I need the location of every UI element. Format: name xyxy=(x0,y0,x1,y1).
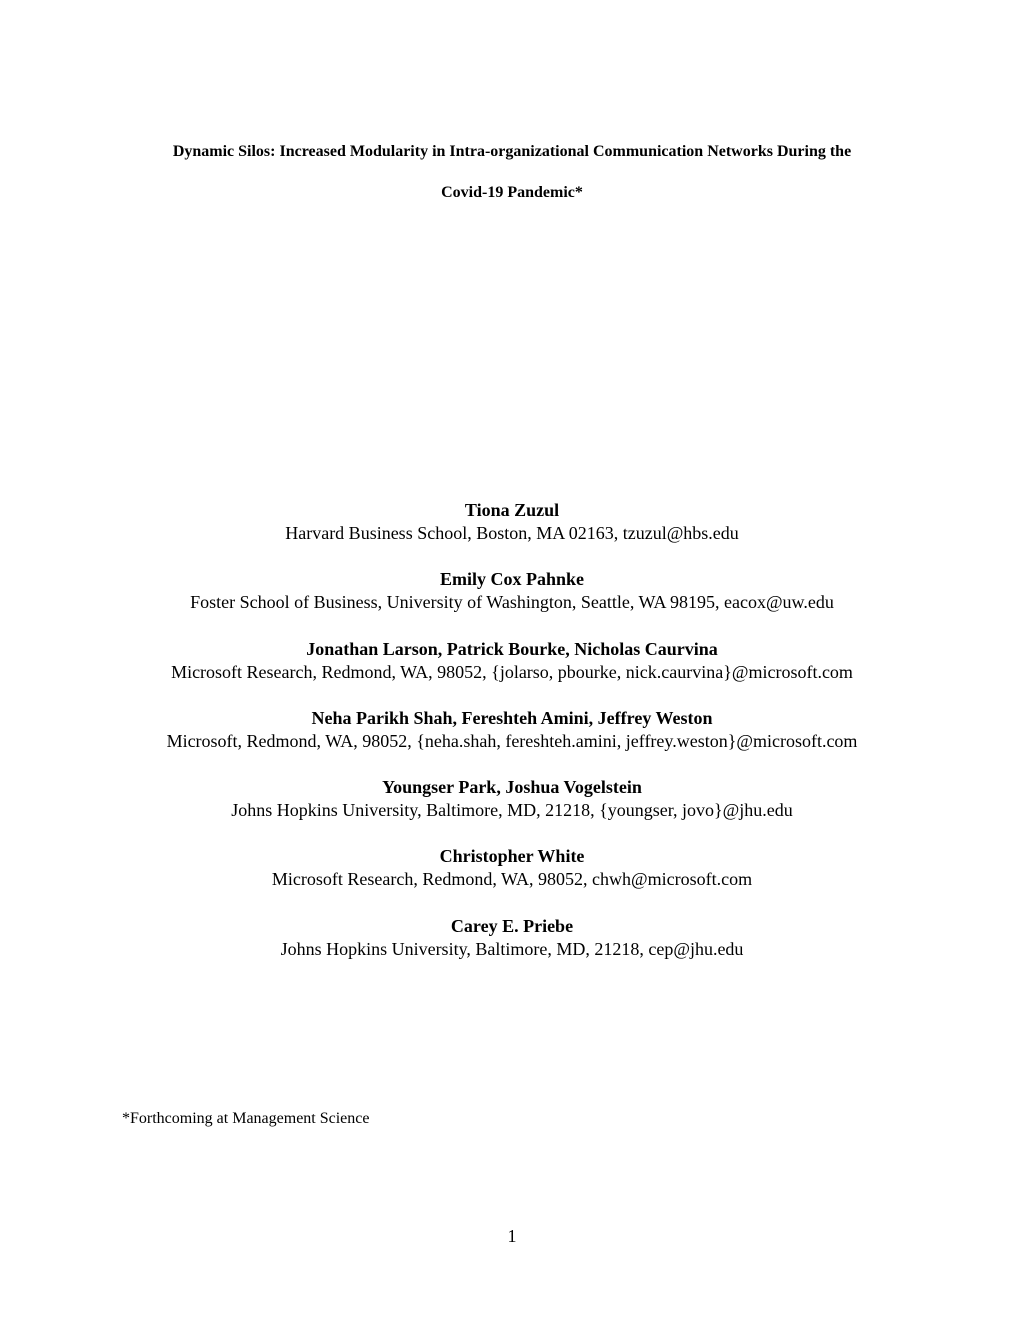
author-affiliation: Johns Hopkins University, Baltimore, MD, 21218, cep@jhu.edu xyxy=(280,938,744,959)
paper-title-line-2: Covid-19 Pandemic* xyxy=(441,184,583,201)
author-names: Jonathan Larson, Patrick Bourke, Nicholas Caurvina xyxy=(306,638,718,659)
author-names: Youngser Park, Joshua Vogelstein xyxy=(382,777,642,798)
author-block xyxy=(0,707,1024,776)
author-names: Emily Cox Pahnke xyxy=(439,569,585,590)
author-block xyxy=(0,915,1024,984)
author-affiliation: Microsoft Research, Redmond, WA, 98052, {jolarso, pbourke, nick.caurvina}@microsoft.com xyxy=(171,661,853,682)
author-names: Christopher White xyxy=(439,846,585,867)
author-names: Neha Parikh Shah, Fereshteh Amini, Jeffrey Weston xyxy=(311,707,713,728)
author-affiliation: Foster School of Business, University of Washington, Seattle, WA 98195, eacox@uw.edu xyxy=(190,592,834,613)
author-block xyxy=(0,568,1024,637)
paper-title-line-1: Dynamic Silos: Increased Modularity in Intra-organizational Communication Networks During the xyxy=(172,143,852,160)
author-affiliation: Microsoft Research, Redmond, WA, 98052, chwh@microsoft.com xyxy=(271,869,753,890)
author-affiliation: Microsoft, Redmond, WA, 98052, {neha.shah, fereshteh.amini, jeffrey.weston}@microsoft.com xyxy=(166,730,858,751)
page-number: 1 xyxy=(507,1226,517,1246)
author-affiliation: Harvard Business School, Boston, MA 02163, tzuzul@hbs.edu xyxy=(285,523,739,543)
author-names: Carey E. Priebe xyxy=(450,915,574,936)
author-block xyxy=(0,776,1024,845)
author-block xyxy=(0,638,1024,707)
footnote: *Forthcoming at Management Science xyxy=(122,1110,370,1127)
author-block xyxy=(0,499,1024,568)
author-block xyxy=(0,845,1024,914)
author-list xyxy=(0,499,1024,984)
author-affiliation: Johns Hopkins University, Baltimore, MD, 21218, {youngser, jovo}@jhu.edu xyxy=(231,800,793,821)
author-names: Tiona Zuzul xyxy=(464,500,560,520)
